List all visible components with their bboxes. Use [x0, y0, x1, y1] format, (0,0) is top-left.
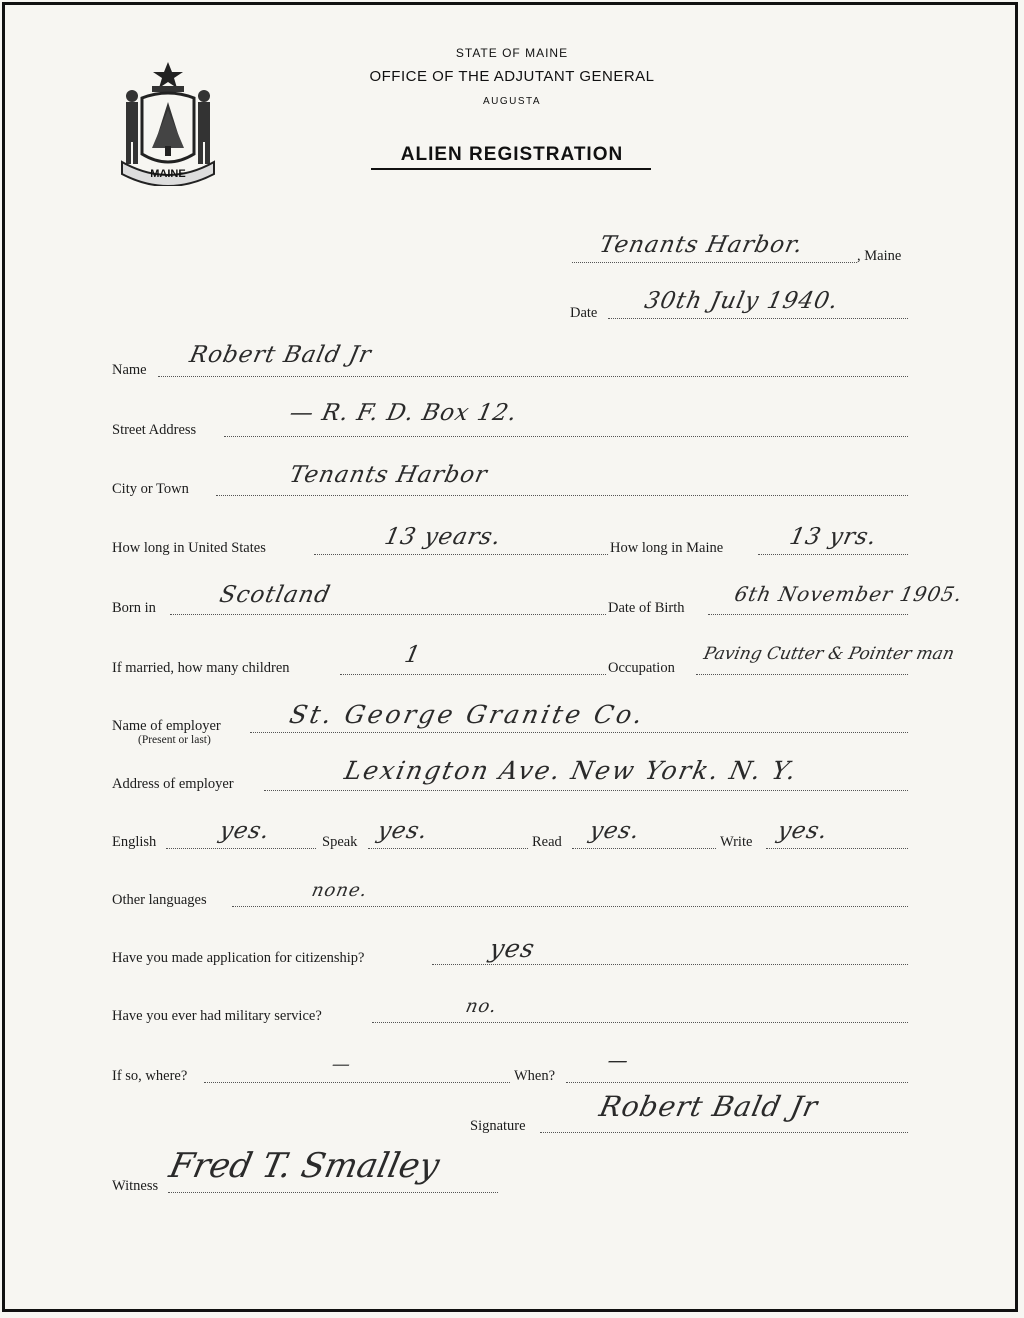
- read-label: Read: [532, 834, 562, 850]
- form-title: ALIEN REGISTRATION: [400, 144, 624, 165]
- employer-value: St. George Granite Co.: [286, 700, 649, 729]
- street-address-value: — R. F. D. Box 12.: [287, 400, 520, 426]
- street-address-label: Street Address: [112, 422, 197, 438]
- how-long-maine-value: 13 yrs.: [787, 524, 880, 550]
- title-underline: [371, 168, 651, 170]
- witness-signature: Fred T. Smalley: [165, 1146, 443, 1186]
- where-label: If so, where?: [112, 1068, 188, 1084]
- name-line: [158, 376, 908, 377]
- write-line: [766, 848, 908, 849]
- write-label: Write: [720, 834, 753, 850]
- place-line: [572, 262, 857, 263]
- when-label: When?: [514, 1068, 556, 1084]
- employer-address-line: [264, 790, 908, 791]
- military-value: no.: [463, 996, 500, 1017]
- how-long-us-label: How long in United States: [112, 540, 266, 556]
- speak-line: [368, 848, 528, 849]
- name-value: Robert Bald Jr: [187, 342, 375, 368]
- when-line: [566, 1082, 908, 1083]
- employer-address-label: Address of employer: [112, 776, 234, 792]
- children-label: If married, how many children: [112, 660, 290, 676]
- how-long-us-line: [314, 554, 608, 555]
- date-label: Date: [570, 305, 598, 321]
- children-line: [340, 674, 606, 675]
- city-value: Tenants Harbor: [287, 462, 490, 488]
- date-line: [608, 318, 908, 319]
- how-long-maine-label: How long in Maine: [610, 540, 724, 556]
- born-in-value: Scotland: [217, 582, 334, 608]
- citizenship-value: yes: [486, 934, 538, 963]
- how-long-maine-line: [758, 554, 908, 555]
- city-label: City or Town: [112, 481, 189, 497]
- other-languages-label: Other languages: [112, 892, 207, 908]
- header-state: STATE OF MAINE: [455, 46, 569, 60]
- where-value: —: [329, 1054, 354, 1075]
- citizenship-label: Have you made application for citizenship?: [112, 950, 365, 966]
- write-value: yes.: [775, 818, 831, 844]
- signature-value: Robert Bald Jr: [596, 1090, 822, 1123]
- speak-value: yes.: [375, 818, 431, 844]
- employer-label: Name of employer: [112, 718, 221, 734]
- citizenship-line: [432, 964, 908, 965]
- employer-sublabel: (Present or last): [138, 734, 211, 746]
- read-line: [572, 848, 716, 849]
- header-office: OFFICE OF THE ADJUTANT GENERAL: [369, 68, 655, 85]
- other-languages-line: [232, 906, 908, 907]
- military-label: Have you ever had military service?: [112, 1008, 322, 1024]
- read-value: yes.: [587, 818, 643, 844]
- when-value: —: [605, 1048, 632, 1072]
- date-of-birth-line: [708, 614, 908, 615]
- seal-text: MAINE: [150, 168, 186, 180]
- occupation-value: Paving Cutter & Pointer man: [701, 644, 956, 664]
- date-of-birth-label: Date of Birth: [608, 600, 685, 616]
- signature-line: [540, 1132, 908, 1133]
- where-line: [204, 1082, 510, 1083]
- signature-label: Signature: [470, 1118, 526, 1134]
- place-suffix: , Maine: [857, 248, 902, 264]
- born-in-label: Born in: [112, 600, 156, 616]
- witness-label: Witness: [112, 1178, 159, 1194]
- date-value: 30th July 1940.: [642, 288, 841, 314]
- other-languages-value: none.: [309, 880, 370, 901]
- occupation-line: [696, 674, 908, 675]
- name-label: Name: [112, 362, 147, 378]
- english-value: yes.: [217, 818, 273, 844]
- english-line: [166, 848, 316, 849]
- witness-line: [168, 1192, 498, 1193]
- employer-address-value: Lexington Ave. New York. N. Y.: [341, 756, 801, 785]
- how-long-us-value: 13 years.: [382, 524, 504, 550]
- occupation-label: Occupation: [608, 660, 675, 676]
- city-line: [216, 495, 908, 496]
- children-value: 1: [402, 642, 424, 668]
- military-line: [372, 1022, 908, 1023]
- header-city: AUGUSTA: [482, 96, 542, 107]
- speak-label: Speak: [322, 834, 358, 850]
- street-address-line: [224, 436, 908, 437]
- born-in-line: [170, 614, 606, 615]
- place-value: Tenants Harbor.: [597, 232, 806, 258]
- date-of-birth-value: 6th November 1905.: [732, 582, 966, 606]
- english-label: English: [112, 834, 157, 850]
- employer-line: [250, 732, 908, 733]
